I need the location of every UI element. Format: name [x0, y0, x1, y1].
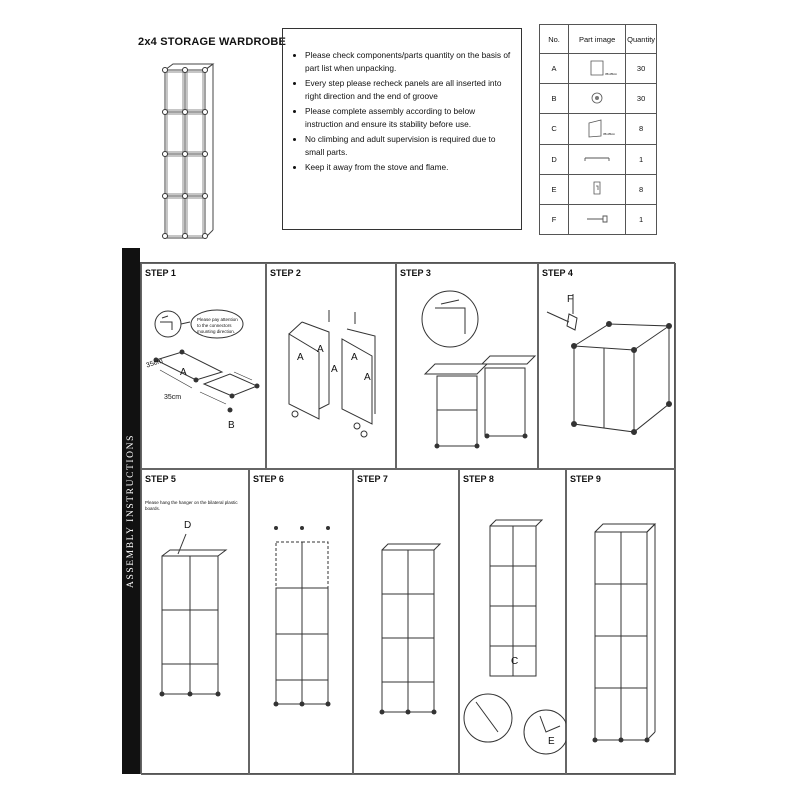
- dimension-label: 35cm: [164, 394, 182, 401]
- part-label-a: A: [351, 352, 358, 363]
- note-item: • Every step please recheck panels are all inserted into right direction and the end of groove: [305, 77, 513, 103]
- part-image-door-icon: [569, 114, 626, 144]
- step-6-panel: [249, 469, 353, 775]
- part-image-panel-icon: [569, 54, 626, 84]
- note-item: • No climbing and adult supervision is required due to small parts.: [305, 133, 513, 159]
- part-label-e: E: [548, 736, 555, 747]
- part-no: D: [540, 144, 569, 174]
- part-no: A: [540, 54, 569, 84]
- step-9-illustration: [567, 470, 677, 776]
- part-qty: 8: [626, 114, 657, 144]
- part-qty: 30: [626, 54, 657, 84]
- part-image-connector-icon: [569, 84, 626, 114]
- step-4-illustration: [539, 264, 677, 470]
- connector-direction-note: Please pay attention to the connectors mounting direction.: [197, 317, 238, 334]
- step-4-panel: [538, 263, 676, 469]
- step-title: STEP 1: [145, 268, 176, 278]
- step-8-panel: [459, 469, 566, 775]
- part-image-hanger-rod-icon: [569, 144, 626, 174]
- table-row: [540, 174, 657, 204]
- step-title: STEP 5: [145, 474, 176, 484]
- step-8-illustration: [460, 470, 567, 776]
- note-item: • Please check components/parts quantity on the basis of part list when unpacking.: [305, 49, 513, 75]
- part-image-door-hinge-icon: [569, 174, 626, 204]
- step-7-panel: [353, 469, 459, 775]
- part-label-a: A: [331, 364, 338, 375]
- page-title: 2x4 STORAGE WARDROBE: [138, 36, 287, 48]
- part-no: E: [540, 174, 569, 204]
- part-label-a: A: [180, 367, 187, 378]
- table-row: [540, 144, 657, 174]
- parts-table-header: [540, 25, 657, 54]
- note-item: • Please complete assembly according to below instruction and ensure its stability before use.: [305, 105, 513, 131]
- table-row: [540, 204, 657, 234]
- header-no: No.: [540, 25, 569, 54]
- part-qty: 1: [626, 204, 657, 234]
- part-image-size: 35x35cm: [605, 71, 618, 76]
- part-qty: 1: [626, 144, 657, 174]
- step-title: STEP 8: [463, 474, 494, 484]
- part-image-mallet-icon: [569, 204, 626, 234]
- parts-table: [539, 24, 657, 235]
- sidebar-label: ASSEMBLY INSTRUCTIONS: [126, 434, 136, 588]
- header-quantity: Quantity: [626, 25, 657, 54]
- table-row: [540, 114, 657, 144]
- step-2-panel: [266, 263, 396, 469]
- part-label-d: D: [184, 520, 192, 531]
- step-6-illustration: [250, 470, 354, 776]
- part-qty: 8: [626, 174, 657, 204]
- step-3-panel: [396, 263, 538, 469]
- part-label-a: A: [364, 372, 371, 383]
- step-title: STEP 2: [270, 268, 301, 278]
- assembly-instructions-sidebar: [122, 248, 140, 774]
- part-label-a: A: [317, 344, 324, 355]
- part-no: B: [540, 84, 569, 114]
- step-7-illustration: [354, 470, 460, 776]
- part-no: C: [540, 114, 569, 144]
- part-no: F: [540, 204, 569, 234]
- step-title: STEP 9: [570, 474, 601, 484]
- step-title: STEP 3: [400, 268, 431, 278]
- dimension-label: 35cm: [145, 357, 164, 370]
- part-label-f: F: [567, 294, 574, 305]
- note-item: • Keep it away from the stove and flame.: [305, 161, 513, 174]
- step-title: STEP 6: [253, 474, 284, 484]
- part-label-b: B: [228, 420, 235, 431]
- step-5-panel: [141, 469, 249, 775]
- step-title: STEP 4: [542, 268, 573, 278]
- step-9-panel: [566, 469, 676, 775]
- wardrobe-drawing: [150, 60, 220, 240]
- steps-grid: [140, 262, 675, 774]
- hanger-note: Please hang the hanger on the bilateral plastic boards.: [145, 500, 238, 511]
- instructions-notes-box: [282, 28, 522, 230]
- header-part-image: Part image: [569, 25, 626, 54]
- step-1-illustration: [142, 264, 267, 470]
- part-image-size: 35x35cm: [603, 131, 616, 136]
- step-5-illustration: [142, 470, 250, 776]
- step-1-panel: [141, 263, 266, 469]
- part-label-c: C: [511, 656, 519, 667]
- table-row: [540, 84, 657, 114]
- table-row: [540, 54, 657, 84]
- step-3-illustration: [397, 264, 539, 470]
- part-qty: 30: [626, 84, 657, 114]
- part-label-a: A: [297, 352, 304, 363]
- step-title: STEP 7: [357, 474, 388, 484]
